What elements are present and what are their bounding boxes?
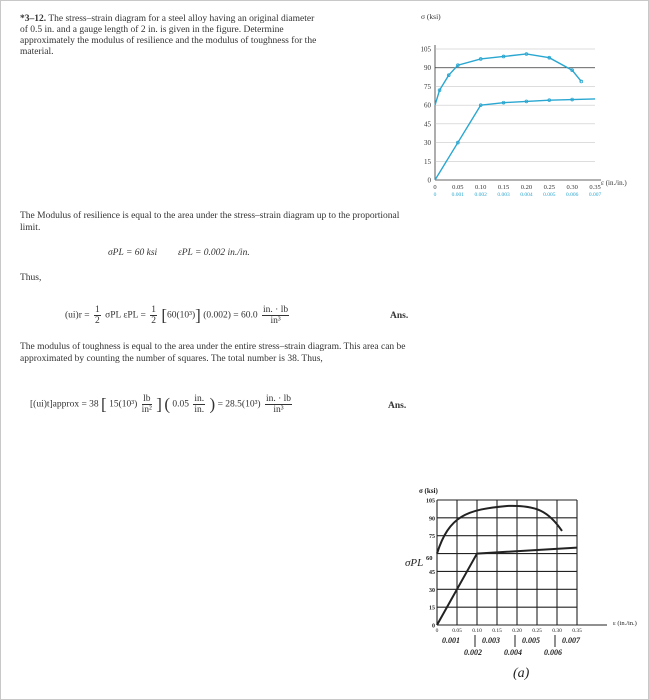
chart2-xtick: 0: [435, 628, 439, 634]
chart1-xtick: 0.20: [520, 184, 533, 191]
chart2-xtick: 0.10: [472, 628, 482, 634]
caption-a: (a): [513, 666, 530, 681]
chart2-xtick: 0.20: [512, 628, 522, 634]
chart1-xtick-lower: 0.007: [588, 192, 602, 198]
chart2-series-upper: [437, 506, 562, 554]
eq1-half-den: 2: [95, 316, 100, 326]
toughness-equation: [(ui)t]approx = 38 [ 15(10³) $\frac{lb}{\text{in²}}$ ] ( 0.05 $\frac{in.}{in.}$ ) = 28.5(10³) $\frac{in. \cdot lb}{\text{in³}}$: [30, 394, 292, 415]
problem-statement: [20, 14, 320, 58]
chart1-xtick-lower: 0.002: [474, 192, 487, 198]
chart2-xtick: 0.15: [492, 628, 502, 634]
problem-number: *3–12.: [20, 14, 47, 24]
handwritten-tick-label: 0.004: [504, 648, 522, 657]
chart1-xtick: 0.30: [566, 184, 578, 191]
chart2-ytick: 105: [426, 498, 435, 505]
eq2-result: = 28.5(10³): [217, 399, 261, 410]
chart2-ytick: 0: [432, 623, 435, 630]
handwritten-stress-strain-chart: [405, 485, 645, 690]
chart1-xtick-lower: 0.006: [565, 192, 579, 198]
chart2-ylabel: σ (ksi): [419, 487, 438, 495]
chart1-xtick-lower: 0.004: [520, 192, 533, 198]
chart1-ytick: 45: [424, 120, 431, 129]
eq1-paren: (0.002) = 60.0: [203, 310, 258, 321]
chart2-xtick: 0.35: [572, 628, 582, 634]
problem-text: The stress–strain diagram for a steel alloy having an original diameter of 0.5 in. and a gauge length of 2 in. is given in the figure. Determine approximately the modulus of resilience and the modulus of toughness for the material.: [20, 14, 317, 57]
eq1-half-num: 1: [95, 305, 100, 315]
handwritten-tick-label: 0.001: [442, 636, 460, 645]
chart2-ytick: 90: [429, 516, 435, 523]
chart1-ylabel: σ (ksi): [421, 12, 441, 21]
handwritten-tick-label: 0.005: [522, 636, 540, 645]
chart1-ytick: 75: [424, 82, 431, 91]
chart1-xtick: 0: [433, 184, 437, 191]
chart1-ytick: 0: [427, 176, 431, 185]
sigma-pl-value: [108, 248, 250, 258]
thus-label: Thus,: [20, 273, 42, 283]
chart2-ytick: 15: [429, 605, 435, 612]
chart1-xlabel: ε (in./in.): [601, 179, 627, 187]
answer-label-1: Ans.: [390, 311, 409, 321]
chart2-ytick: 75: [429, 534, 435, 541]
handwritten-60: 60: [426, 555, 433, 562]
chart1-xtick: 0.05: [452, 184, 464, 191]
chart1-xtick-lower: 0: [433, 192, 437, 198]
handwritten-sigma-pl: σPL: [405, 557, 424, 569]
sigma-pl: σPL = 60 ksi: [108, 248, 158, 258]
eq1-half: [94, 305, 101, 326]
eq1-unit: $\frac{in. \cdot lb}{\text{in³}}$: [263, 305, 289, 326]
resilience-intro: The Modulus of resilience is equal to the area under the stress–strain diagram up to the proportional limit.: [20, 211, 400, 233]
eq2-inner: 15(10³): [109, 399, 138, 410]
eq1-lhs: (ui)r =: [65, 310, 90, 321]
chart1-xtick: 0.35: [589, 184, 601, 191]
chart1-ytick: 90: [424, 64, 431, 73]
handwritten-tick-label: 0.002: [464, 648, 482, 657]
chart2-xtick: 0.05: [452, 628, 462, 634]
chart1-xtick: 0.15: [497, 184, 510, 191]
printed-stress-strain-chart: [395, 8, 645, 208]
eq1-term: σPL εPL =: [105, 310, 146, 321]
chart2-ytick: 45: [429, 569, 435, 576]
eq1-half-b: $\frac{1}{2}$: [151, 305, 156, 326]
eq2-unit: $\frac{in. \cdot lb}{\text{in³}}$: [265, 394, 292, 415]
handwritten-tick-label: 0.006: [544, 648, 562, 657]
chart1-xtick-lower: 0.003: [497, 192, 510, 198]
eps-pl: εPL = 0.002 in./in.: [177, 248, 250, 258]
chart1-xtick-lower: 0.001: [451, 192, 465, 198]
chart1-xtick-lower: 0.005: [543, 192, 556, 198]
eq2-in-unit: $\frac{in.}{in.}$: [194, 394, 205, 415]
chart1-series-lower: [435, 99, 595, 180]
chart1-xtick: 0.25: [543, 184, 555, 191]
handwritten-tick-label: 0.007: [562, 636, 580, 645]
answer-label-2: Ans.: [388, 401, 407, 411]
toughness-intro: The modulus of toughness is equal to the area under the entire stress–strain diagram. This area can be approximated by counting the number of squares. The total number is 38. Thus,: [20, 342, 406, 364]
chart2-xtick: 0.25: [532, 628, 542, 634]
eq2-lhs: [(ui)t]approx = 38: [30, 399, 99, 410]
chart1-series-upper: [435, 54, 581, 105]
eq2-lb-unit: $\frac{lb}{\text{in²}}$: [141, 394, 152, 415]
eq2-strain: 0.05: [172, 399, 189, 410]
chart1-ytick: 105: [420, 45, 431, 54]
chart1-ytick: 60: [424, 101, 431, 110]
eq1-bracket: 60(10³): [166, 310, 196, 321]
chart2-series-lower: [437, 548, 577, 625]
chart1-ytick: 30: [424, 139, 431, 148]
chart2-xtick: 0.30: [552, 628, 562, 634]
handwritten-tick-label: 0.003: [482, 636, 500, 645]
resilience-equation: (ui)r = $\frac{1}{2}$ σPL εPL = $\frac{1}{2}$ [60(10³)] (0.002) = 60.0 $\frac{in. \cdot lb}{\text{in³}}$: [65, 305, 289, 326]
chart2-xlabel: ε (in./in.): [613, 620, 637, 627]
chart1-ytick: 15: [424, 157, 431, 166]
chart1-xtick: 0.10: [475, 184, 487, 191]
chart2-ytick: 30: [429, 587, 435, 594]
